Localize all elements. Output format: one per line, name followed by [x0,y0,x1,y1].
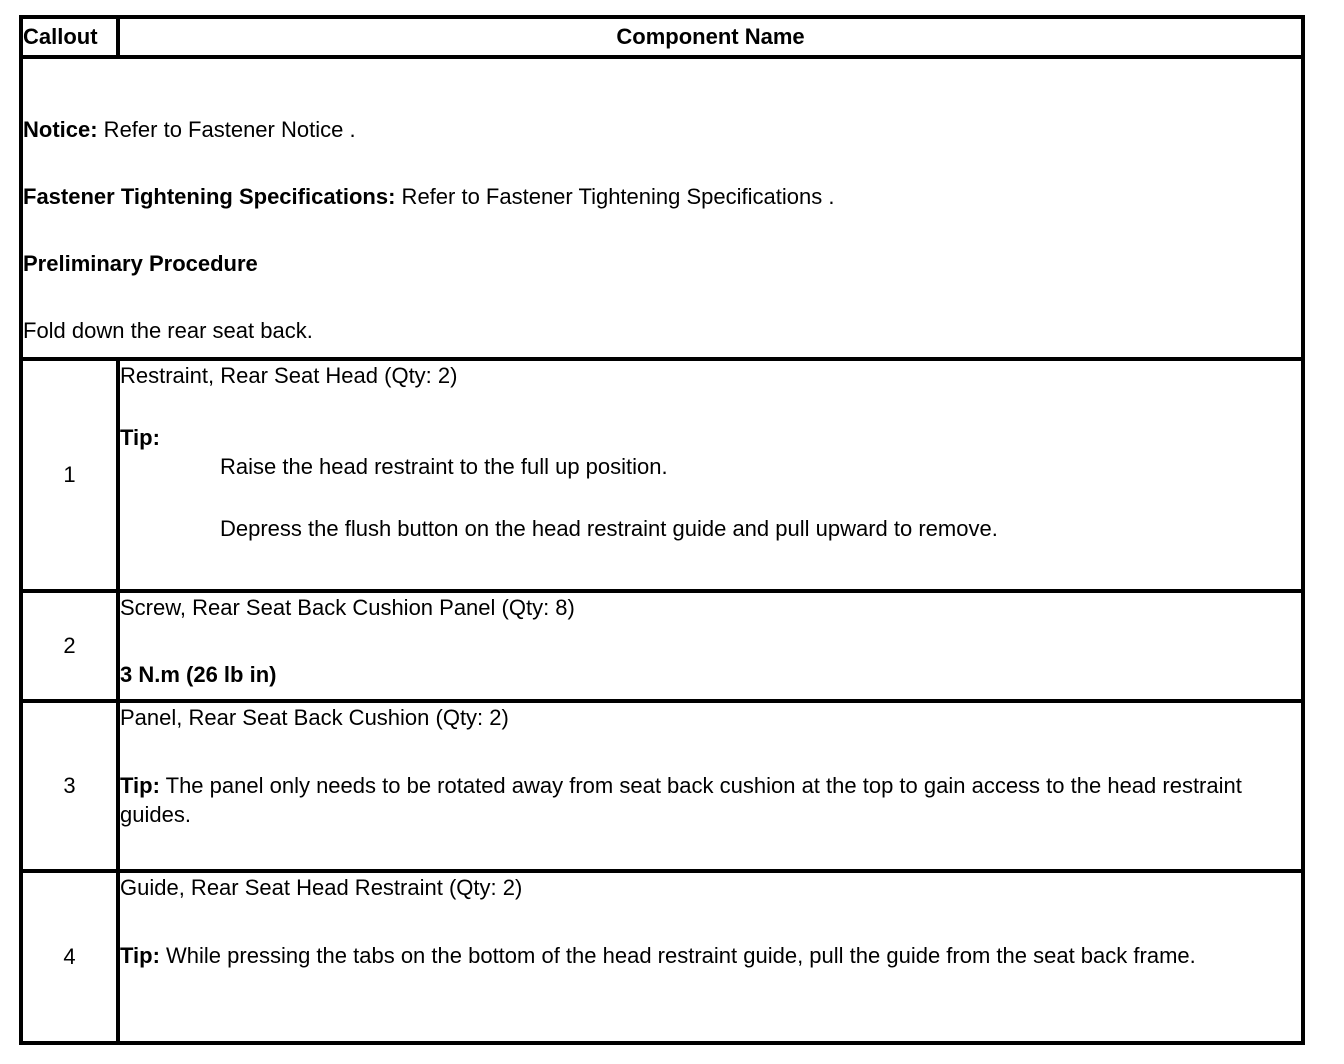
table-header-row [21,17,1303,57]
component-cell [118,359,1303,591]
tip-paragraph [120,941,1301,970]
tip-paragraph [120,771,1301,829]
fastener-text: Refer to Fastener Tightening Specifications . [395,184,835,209]
procedure-text: Fold down the rear seat back. [23,318,313,343]
notice-label: Notice: [23,117,98,142]
tip-label: Tip: [120,773,160,798]
tip-step: Depress the flush button on the head restraint guide and pull upward to remove. [220,516,998,541]
notice-text: Refer to Fastener Notice . [97,117,356,142]
callout-cell: 4 [21,871,118,1043]
table-row [21,701,1303,871]
table-row [21,591,1303,701]
tip-label: Tip: [120,943,160,968]
notice-line [23,115,1301,144]
table-row [21,871,1303,1043]
component-cell [118,871,1303,1043]
component-table [19,15,1305,1045]
tip-text: The panel only needs to be rotated away from seat back cushion at the top to gain access to the head restraint guides. [120,773,1242,827]
component-name: Restraint, Rear Seat Head (Qty: 2) [120,363,458,388]
component-cell [118,591,1303,701]
tip-label: Tip: [120,425,160,450]
procedure-title: Preliminary Procedure [23,251,258,276]
header-component-name: Component Name [118,17,1303,57]
tip-step: Raise the head restraint to the full up position. [220,454,668,479]
preliminary-row [21,57,1303,359]
callout-cell: 2 [21,591,118,701]
preliminary-cell [21,57,1303,359]
callout-cell: 3 [21,701,118,871]
fastener-label: Fastener Tightening Specifications: [23,184,396,209]
component-name: Guide, Rear Seat Head Restraint (Qty: 2) [120,875,523,900]
callout-cell: 1 [21,359,118,591]
header-callout: Callout [21,17,118,57]
fastener-line [23,182,1301,211]
tip-text: While pressing the tabs on the bottom of the head restraint guide, pull the guide from the seat back frame. [159,943,1196,968]
component-cell [118,701,1303,871]
component-name: Panel, Rear Seat Back Cushion (Qty: 2) [120,705,509,730]
torque-spec: 3 N.m (26 lb in) [120,662,277,687]
component-name: Screw, Rear Seat Back Cushion Panel (Qty: 8) [120,595,575,620]
table-row [21,359,1303,591]
